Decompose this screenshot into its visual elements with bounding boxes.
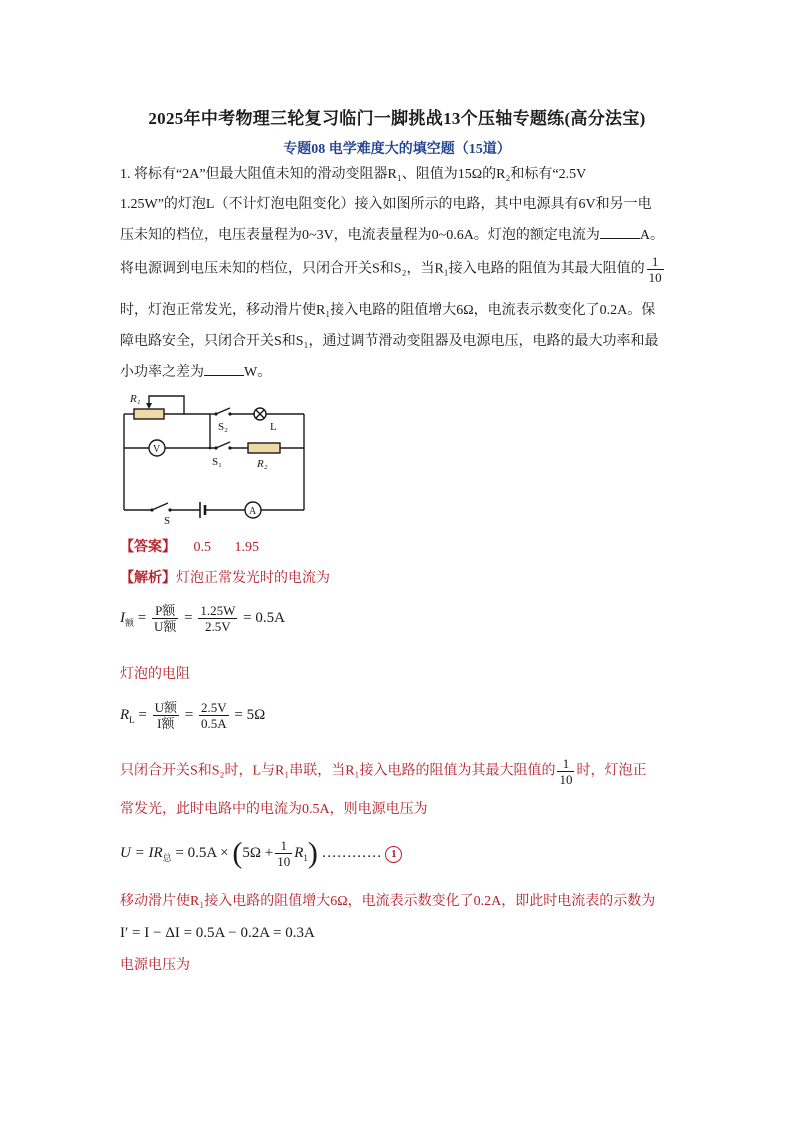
eq2-frac-2 bbox=[199, 700, 229, 731]
eq2-frac-1-num: U额 bbox=[154, 700, 178, 715]
label-a: A bbox=[249, 506, 257, 517]
eq3-frac bbox=[275, 838, 292, 869]
answer-value-2: 1.95 bbox=[234, 540, 259, 555]
analysis-text-5: 移动滑片使R₁接入电路的阻值增大6Ω，电流表示数变化了0.2A，即此时电流表的示数为 bbox=[120, 894, 656, 909]
fraction-denominator: 10 bbox=[648, 270, 662, 285]
eq3-dots: ………… bbox=[321, 844, 382, 861]
analysis-fraction-den: 10 bbox=[559, 772, 573, 787]
analysis-intro: 灯泡正常发光时的电流为 bbox=[176, 571, 330, 586]
question-line-6: 障电路安全，只闭合开关S和S₁，通过调节滑动变阻器及电源电压，电路的最大功率和最 bbox=[120, 334, 659, 349]
analysis-text-2: 灯泡的电阻 bbox=[120, 667, 190, 682]
analysis-text-3b: 时，灯泡正 bbox=[576, 763, 647, 779]
equation-3 bbox=[120, 838, 402, 869]
analysis-text-3a: 只闭合开关S和S₂时，L与R₁串联，当R₁接入电路的阻值为其最大阻值的 bbox=[120, 763, 556, 779]
answer-line bbox=[120, 533, 680, 563]
eq3-paren-open: ( bbox=[232, 836, 243, 870]
eq2-result: = 5Ω bbox=[234, 706, 266, 723]
label-v: V bbox=[153, 444, 161, 455]
question-line-2: 1.25W”的灯泡L（不计灯泡电阻变化）接入如图所示的电路，其中电源具有6V和另一电 bbox=[120, 197, 652, 212]
eq3-frac-den: 10 bbox=[277, 854, 291, 869]
eq3-mid: = 0.5A × bbox=[175, 844, 229, 861]
question-line-7-unit: W。 bbox=[244, 365, 272, 380]
equation-2: $R_L$ = $\frac{\text{U额}}{\text{I额}}$ = $\frac{2.5V}{0.5A}$ = 5Ω bbox=[120, 700, 266, 731]
eq3-r: R bbox=[294, 844, 304, 861]
eq2-frac-2-den: 0.5A bbox=[201, 716, 227, 731]
question-line-5: 时，灯泡正常发光，移动滑片使R₁接入电路的阻值增大6Ω，电流表示数变化了0.2A。保 bbox=[120, 303, 656, 318]
eq3-left-sub: 总 bbox=[162, 852, 172, 863]
question-line-7-text: 小功率之差为 bbox=[120, 365, 204, 380]
label-s2: S₂ bbox=[218, 421, 228, 433]
eq3-left: U = IR bbox=[120, 844, 163, 861]
analysis-fraction-num: 1 bbox=[557, 756, 574, 772]
label-s1: S₁ bbox=[212, 456, 222, 468]
question-line-4 bbox=[120, 254, 680, 285]
answer-label: 【答案】 bbox=[120, 540, 176, 555]
eq1-result: = 0.5A bbox=[243, 609, 285, 626]
eq3-r-sub: 1 bbox=[303, 852, 308, 863]
eq2-lhs-sub: L bbox=[129, 714, 135, 725]
eq1-lhs: I bbox=[120, 609, 125, 626]
equation-1: $I_额$ = $\frac{\text{P额}}{\text{U额}}$ = $\frac{1.25W}{2.5V}$ = 0.5A bbox=[120, 603, 285, 634]
question-line-3-unit: A。 bbox=[639, 228, 664, 243]
label-r1: R₁ bbox=[130, 393, 141, 405]
page-title: 2025年中考物理三轮复习临门一脚挑战13个压轴专题练(高分法宝) bbox=[148, 109, 646, 128]
circuit-diagram bbox=[112, 388, 317, 528]
question-line-3-text: 压未知的档位，电压表量程为0~3V，电流表量程为0~0.6A。灯泡的额定电流为 bbox=[120, 228, 600, 243]
label-l: L bbox=[270, 421, 277, 433]
answer-blank-2 bbox=[204, 359, 244, 376]
analysis-text-3 bbox=[120, 756, 680, 787]
eq1-frac-2 bbox=[198, 603, 237, 634]
eq1-lhs-sub: 额 bbox=[125, 617, 135, 628]
eq1-frac-1 bbox=[152, 603, 178, 634]
eq1-frac-1-num: P额 bbox=[152, 603, 178, 619]
analysis-text-6: 电源电压为 bbox=[120, 958, 190, 973]
analysis-intro-line bbox=[120, 564, 680, 594]
eq1-frac-2-num: 1.25W bbox=[200, 603, 236, 618]
fraction-numerator: 1 bbox=[647, 254, 664, 270]
question-line-7 bbox=[120, 358, 680, 388]
equation-4: I′ = I − ΔI = 0.5A − 0.2A = 0.3A bbox=[120, 925, 315, 941]
eq2-frac-2-num: 2.5V bbox=[201, 700, 227, 715]
equation-number-mark: 1 bbox=[385, 846, 402, 863]
eq1-frac-1-den: U额 bbox=[153, 619, 177, 634]
label-r2: R₂ bbox=[257, 458, 268, 470]
analysis-fraction bbox=[557, 756, 574, 787]
analysis-text-4: 常发光，此时电路中的电流为0.5A，则电源电压为 bbox=[120, 802, 428, 817]
eq3-paren-close: ) bbox=[307, 836, 318, 870]
answer-blank-1 bbox=[600, 222, 640, 239]
question-line-1: 1. 将标有“2A”但最大阻值未知的滑动变阻器R₁、阻值为15Ω的R₂和标有“2.5V bbox=[120, 167, 587, 182]
question-line-3 bbox=[120, 221, 680, 251]
question-line-4-text: 将电源调到电压未知的档位，只闭合开关S和S₂，当R₁接入电路的阻值为其最大阻值的 bbox=[120, 261, 645, 277]
eq3-inner: 5Ω + bbox=[242, 844, 274, 861]
eq2-frac-1 bbox=[153, 700, 179, 731]
answer-value-1: 0.5 bbox=[193, 540, 211, 555]
eq2-frac-1-den: I额 bbox=[157, 716, 175, 731]
eq3-frac-num: 1 bbox=[275, 838, 292, 854]
label-s: S bbox=[164, 515, 171, 527]
fraction-one-tenth bbox=[647, 254, 664, 285]
eq1-frac-2-den: 2.5V bbox=[205, 619, 231, 634]
analysis-label: 【解析】 bbox=[120, 571, 176, 586]
eq2-lhs: R bbox=[120, 706, 130, 723]
section-subtitle: 专题08 电学难度大的填空题（15道） bbox=[283, 142, 511, 157]
